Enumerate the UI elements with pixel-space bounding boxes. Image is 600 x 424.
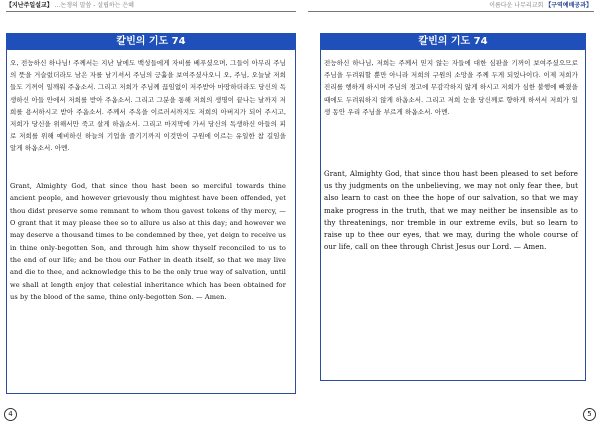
right-page <box>300 0 600 424</box>
left-page-number: 4 <box>4 408 17 421</box>
right-page-number: 5 <box>583 408 596 421</box>
left-page-header <box>6 1 134 10</box>
left-header-text: ...논쟁의 말씀 - 설립하는 은혜 <box>54 2 134 9</box>
right-korean-prayer: 전능하신 하나님, 저희는 주께서 믿지 않는 자들에 대한 심판을 기꺼이 보여주셨으므로 주님을 두려워할 뿐만 아니라 저희의 구원의 소망을 주께 두게 되었나이다. 이제 저희가 진리를 행하게 하시며 주님의 경고에 무감각하지 않게 하시고 저희가 심한 불행에 빠졌을 때에도 두려워하지 않게 하옵소서. 그리고 저희 눈을 당신께로 향하게 하셔서 저희가 일생 동안 우리 주님을 부르게 하옵소서. 아멘. <box>324 59 578 116</box>
right-english-prayer: Grant, Almighty God, that since thou hast been pleased to set before us thy judgments on the unbelieving, we may not only fear thee, but also learn to cast on thee the hope of our salvation, so that we may make progress in the truth, that we may neither be insensible as to thy threatenings, nor tremble in our extreme evils, but so learn to raise up to thee our eyes, that we may, during the whole course of our life, call on thee through Christ Jesus our Lord. — Amen. <box>324 170 578 252</box>
right-header-text: 이름다운 나무리교회 <box>489 2 544 9</box>
left-korean-prayer: 오, 전능하신 하나님! 주께서는 지난 날에도 백성들에게 자비를 베푸셨으며, 그들이 아무리 주님의 뜻을 거슬렀더라도 남은 자를 남기셔서 주님의 긍휼을 보여주셨사오니 오, 주님, 오늘날 저희들도 기꺼이 일깨워 주옵소서. 그리고 저희가 주님께 끊임없이 저주받아 마땅하더라도 당신의 독생하신 아들 안에서 저희를 받아 주옵소서. 그리고 그분을 통해 저희의 생명이 끝나는 날까지 저희를 용서하시고 받아 주옵소서. 주께서 주옥을 이르러서까지도 저희의 아버지가 되어 주시고, 저희가 당신을 위해서만 죽고 살게 하옵소서. 그리고 마지막에 가서 당신의 독생하신 아들의 피로 저희를 위해 예비하신 하늘의 기업을 즐기기까지 이것만이 구원에 이르는 유일한 참 길임을 알게 하옵소서. 아멘. <box>10 59 286 153</box>
left-prayer-title: 칼빈의 기도 74 <box>6 33 296 50</box>
right-header-tag: 【구역예배공과】 <box>545 2 592 9</box>
right-header-rule <box>308 11 594 12</box>
left-header-tag: 【지난주일설교】 <box>6 2 53 9</box>
right-prayer-title: 칼빈의 기도 74 <box>320 33 586 50</box>
left-header-rule <box>6 11 296 12</box>
right-page-header <box>489 1 592 10</box>
left-english-prayer: Grant, Almighty God, that since thou hast been so merciful towards thine ancient people, and however grievously thou mightest have been offended, yet thou didst preserve some remnant to whom thou gavest tokens of thy mercy, — O grant that it may please thee so to allure us also at this day; and however we may deserve a thousand times to be condemned by thee, yet deign to receive us in thine only-begotten Son, and through him show thyself reconciled to us to the end of our life; and be thou our Father in death itself, so that we may live and die to thee, and acknowledge this to be the only true way of salvation, until we shall at length enjoy that celestial inheritance which has been obtained for us by the blood of the same, thine only-begotten Son. — Amen. <box>10 182 287 302</box>
